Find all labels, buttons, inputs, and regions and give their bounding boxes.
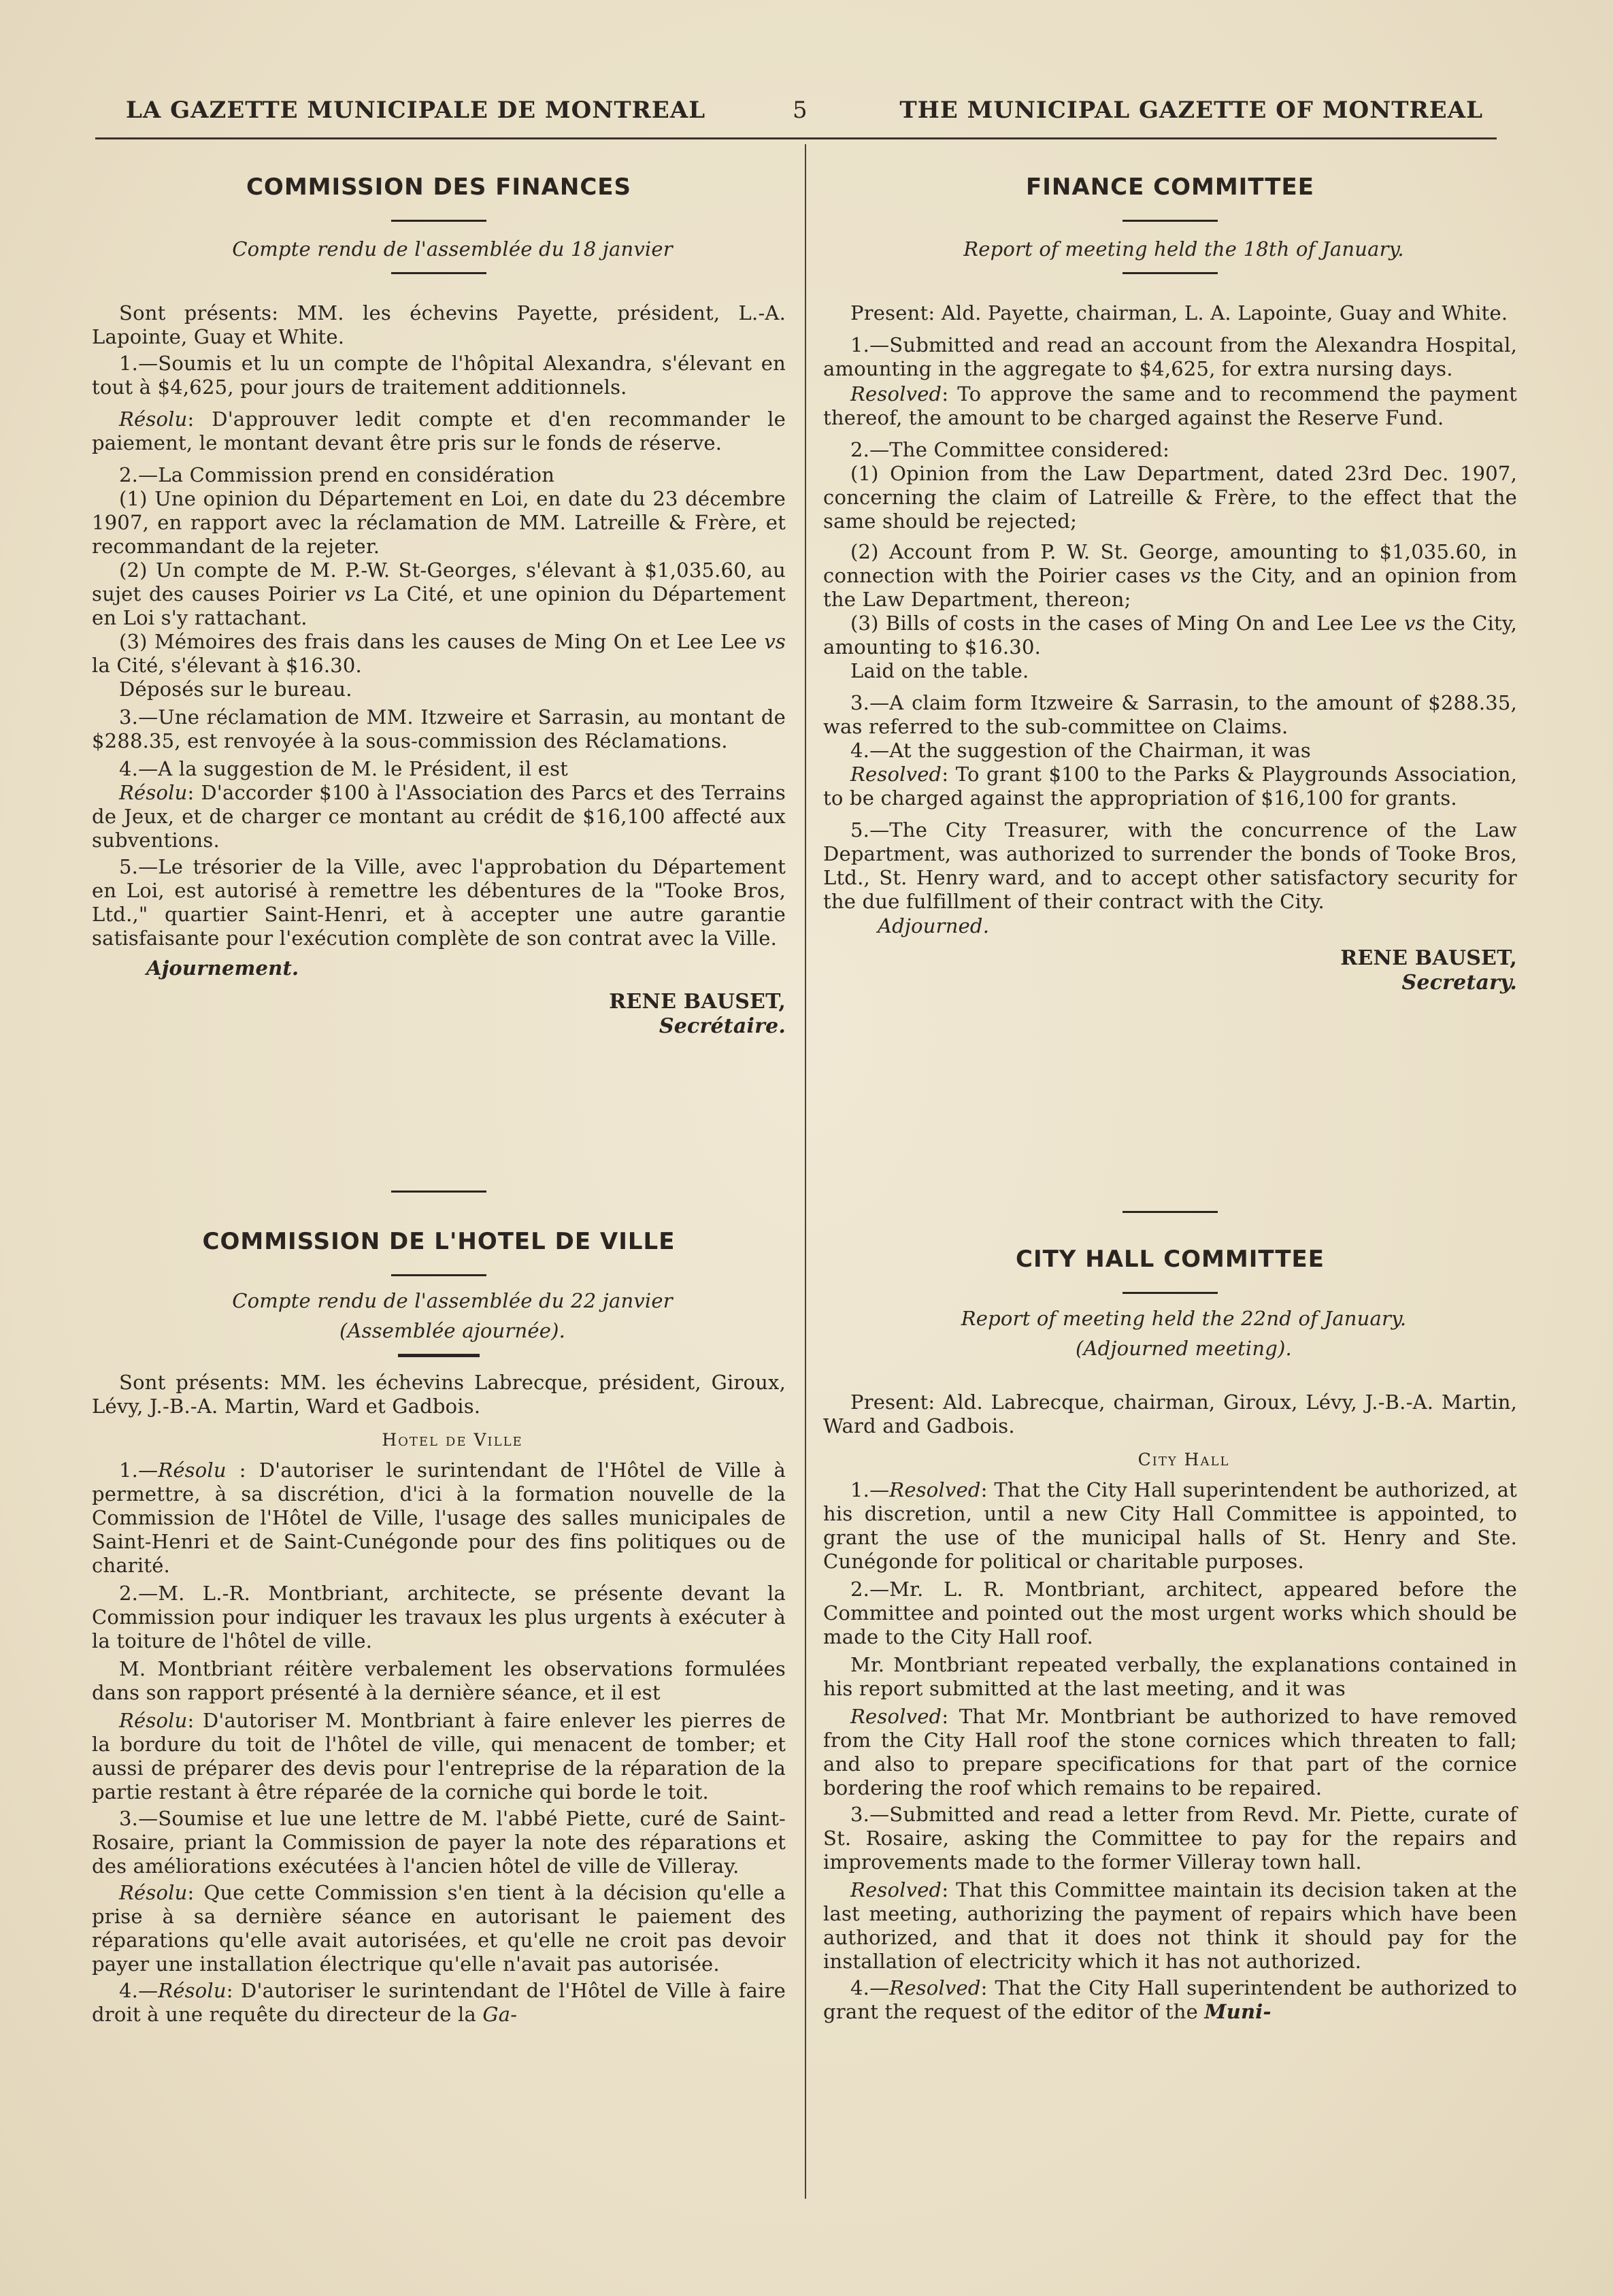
item-3: 3.—Une réclamation de MM. Itzweire et Sarrasin, au montant de $288.35, est renvoyée à la sous-commission des Réclamations. [92,705,786,752]
cityhall-section [823,1211,1517,2024]
item-2-3: (3) Bills of costs in the cases of Ming On and Lee Lee vs the City, amounting to $16.30. [823,612,1517,659]
item-1: 1.—Soumis et lu un compte de l'hôpital Alexandra, s'élevant en tout à $4,625, pour jours de traitement additionnels. [92,352,786,399]
item-4: 4.—Resolved: That the City Hall superintendent be authorized to grant the request of the editor of the Muni- [823,1976,1517,2023]
resolution-3: Résolu: Que cette Commission s'en tient à la décision qu'elle a prise à sa dernière séance en autorisant le paiement des réparations qu'elle avait autorisées, et qu'elle ne croit pas devoir payer une installation électrique qu'elle n'avait pas autorisée. [92,1881,786,1976]
item-4: 4.—A la suggestion de M. le Président, il est [119,757,569,780]
section-subtitle: Compte rendu de l'assemblée du 18 janvier [232,237,673,261]
item-4: 4.—Résolu: D'autoriser le surintendant de l'Hôtel de Ville à faire droit à une requête du directeur de la Ga- [92,1979,786,2026]
resolution-2: Resolved: That Mr. Montbriant be authorized to have removed from the City Hall roof the stone cornices which threaten to fall; and also to prepare specifications for that part of the cornice bordering the roof which remains to be repaired. [823,1705,1517,1799]
section-subtitle: Report of meeting held the 22nd of January. [961,1307,1407,1330]
item-2-3: (3) Mémoires des frais dans les causes de Ming On et Lee Lee vs la Cité, s'élevant à $16.30. [92,630,786,677]
section-subtitle: Compte rendu de l'assemblée du 22 janvier [232,1289,673,1312]
attendance: Present: Ald. Labrecque, chairman, Giroux, Lévy, J.-B.-A. Martin, Ward and Gadbois. [823,1391,1517,1437]
attendance: Present: Ald. Payette, chairman, L. A. Lapointe, Guay and White. [850,301,1508,325]
item-2: 2.—M. L.-R. Montbriant, architecte, se présente devant la Commission pour indiquer les travaux les plus urgents à exécuter à la toiture de l'hôtel de ville. [92,1582,786,1652]
divider [391,220,486,222]
item-1: 1.—Résolu : D'autoriser le surintendant de l'Hôtel de Ville à permettre, à sa discrétion, d'ici à la formation nouvelle de la Commission de l'Hôtel de Ville, l'usage des salles municipales de Saint-Henri et de Saint-Cunégonde pour des fins politiques ou de charité. [92,1459,786,1577]
item-3: 3.—A claim form Itzweire & Sarrasin, to the amount of $288.35, was referred to the sub-committee on Claims. [823,691,1517,738]
resolution-4: Resolved: To grant $100 to the Parks & Playgrounds Association, to be charged against the appropriation of $16,100 for grants. [823,763,1517,810]
item-1: 1.—Submitted and read an account from the Alexandra Hospital, amounting in the aggregate to $4,625, for extra nursing days. [823,333,1517,380]
signature-title: Secretary. [1401,971,1517,995]
attendance: Sont présents: MM. les échevins Payette, président, L.-A. Lapointe, Guay et White. [92,301,786,348]
divider [1123,1211,1218,1213]
subsection-heading: Hotel de Ville [382,1430,523,1450]
item-2-tabled: Laid on the table. [850,659,1029,682]
resolution-1: Resolved: To approve the same and to recommend the payment thereof, the amount to be charged against the Reserve Fund. [823,382,1517,429]
page-number: 5 [793,97,808,124]
divider [1123,220,1218,222]
divider [391,1191,486,1193]
item-2-tabled: Déposés sur le bureau. [119,678,352,701]
attendance: Sont présents: MM. les échevins Labrecque, président, Giroux, Lévy, J.-B.-A. Martin, Ward et Gadbois. [92,1371,786,1418]
item-2-1: (1) Opinion from the Law Department, dated 23rd Dec. 1907, concerning the claim of Latreille & Frère, to the effect that the same should be rejected; [823,462,1517,533]
item-2: 2.—The Committee considered: [850,438,1170,461]
subsection-heading: City Hall [1137,1450,1230,1469]
item-4: 4.—At the suggestion of the Chairman, it was [850,739,1311,762]
item-1: 1.—Resolved: That the City Hall superintendent be authorized, at his discretion, until a new City Hall Committee is appointed, to grant the use of the municipal halls of St. Henry and Ste. Cunégonde for political or charitable purposes. [823,1478,1517,1573]
divider [391,1274,486,1276]
adjournment: Ajournement. [146,956,299,980]
section-title: COMMISSION DES FINANCES [246,173,631,201]
item-2-verbal: Mr. Montbriant repeated verbally, the explanations contained in his report submitted at the last meeting, and it was [823,1653,1517,1700]
signature-title: Secrétaire. [659,1014,786,1038]
column-divider [805,144,806,2199]
item-2-1: (1) Une opinion du Département en Loi, en date du 23 décembre 1907, en rapport avec la réclamation de MM. Latreille & Frère, et recommandant de la rejeter. [92,487,786,558]
section-subtitle-2: (Assemblée ajournée). [339,1319,566,1342]
item-2-2: (2) Un compte de M. P.-W. St-Georges, s'élevant à $1,035.60, au sujet des causes Poirier vs La Cité, et une opinion du Département en Loi s'y rattachant. [92,559,786,629]
finance-section [823,173,1517,995]
signature-name: RENE BAUSET, [609,990,786,1014]
header-english-title: THE MUNICIPAL GAZETTE OF MONTREAL [899,97,1483,124]
item-2-2: (2) Account from P. W. St. George, amounting to $1,035.60, in connection with the Poirier cases vs the City, and an opinion from the Law Department, thereon; [823,540,1517,611]
section-title: COMMISSION DE L'HOTEL DE VILLE [202,1228,676,1255]
item-2-verbal: M. Montbriant réitère verbalement les observations formulées dans son rapport présenté à la dernière séance, et il est [92,1657,786,1704]
adjournment: Adjourned. [878,914,990,937]
signature-name: RENE BAUSET, [1340,946,1517,970]
page-header [122,97,1490,135]
header-rule [95,137,1497,139]
section-title: FINANCE COMMITTEE [1026,173,1314,201]
item-2: 2.—Mr. L. R. Montbriant, architect, appeared before the Committee and pointed out the most urgent works which should be made to the City Hall roof. [823,1578,1517,1648]
finances-section [92,173,786,1039]
resolution-3: Resolved: That this Committee maintain its decision taken at the last meeting, authorizing the payment of repairs which have been authorized, and that it does not think it should pay for the installation of electricity which it has not authorized. [823,1878,1517,1973]
item-5: 5.—Le trésorier de la Ville, avec l'approbation du Département en Loi, est autorisé à remettre les débentures de la "Tooke Bros, Ltd.," quartier Saint-Henri, et à accepter une autre garantie satisfaisante pour l'exécution complète de son contrat avec la Ville. [92,855,786,950]
resolution-4: Résolu: D'accorder $100 à l'Association des Parcs et des Terrains de Jeux, et de charger ce montant au crédit de $16,100 affecté aux subventions. [92,781,786,852]
header-french-title: LA GAZETTE MUNICIPALE DE MONTREAL [126,97,706,124]
section-subtitle: Report of meeting held the 18th of January. [963,237,1404,261]
resolution-1: Résolu: D'approuver ledit compte et d'en recommander le paiement, le montant devant être pris sur le fonds de réserve. [92,407,786,454]
item-2: 2.—La Commission prend en considération [119,463,555,486]
section-subtitle-2: (Adjourned meeting). [1076,1337,1292,1360]
divider [1123,1292,1218,1294]
resolution-2: Résolu: D'autoriser M. Montbriant à faire enlever les pierres de la bordure du toit de l'hôtel de ville, qui menacent de tomber; et aussi de préparer des devis pour l'entreprise de la réparation de la partie restant à être réparée de la corniche qui borde le toit. [92,1709,786,1803]
item-5: 5.—The City Treasurer, with the concurrence of the Law Department, was authorized to surrender the bonds of Tooke Bros, Ltd., St. Henry ward, and to accept other satisfactory security for the due fulfillment of their contract with the City. [823,818,1517,913]
hotel-section [92,1191,786,2027]
section-title: CITY HALL COMMITTEE [1016,1246,1325,1273]
item-3: 3.—Soumise et lue une lettre de M. l'abbé Piette, curé de Saint-Rosaire, priant la Commission de payer la note des réparations et des améliorations exécutées à l'ancien hôtel de ville de Villeray. [92,1807,786,1878]
item-3: 3.—Submitted and read a letter from Revd. Mr. Piette, curate of St. Rosaire, asking the Committee to pay for the repairs and improvements made to the former Villeray town hall. [823,1803,1517,1874]
